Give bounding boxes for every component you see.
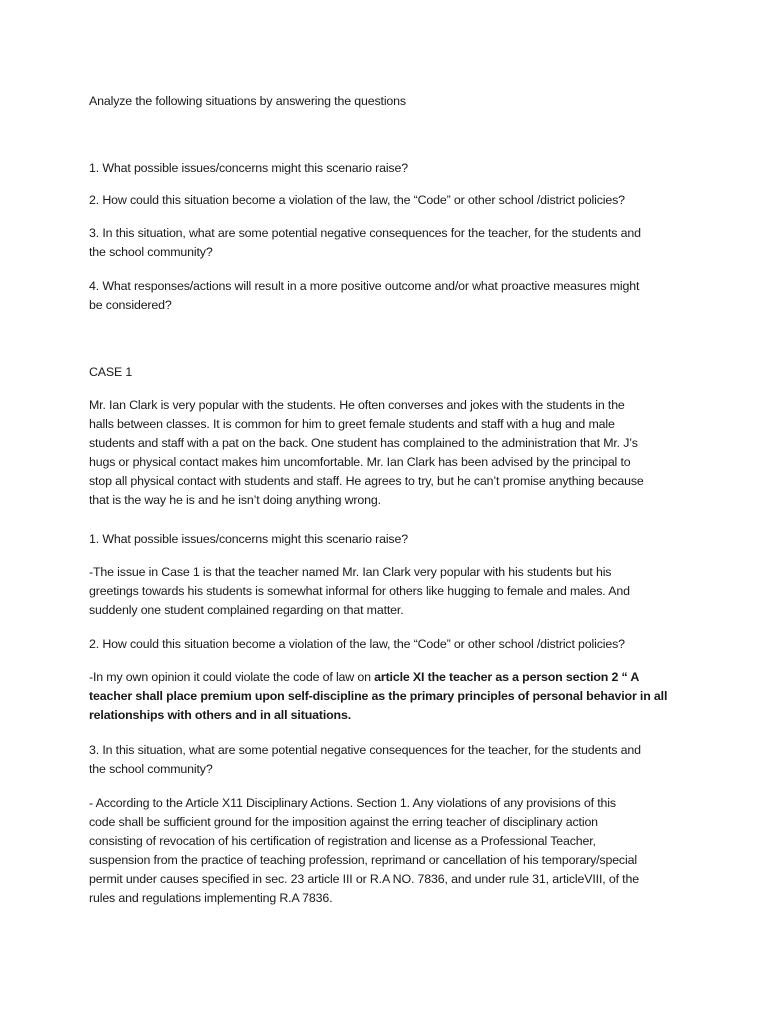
answer-3-line: code shall be sufficient ground for the imposition against the erring teacher of disciplinary action: [89, 815, 598, 829]
question-4-line-1: 4. What responses/actions will result in a more positive outcome and/or what proactive measures might: [89, 279, 640, 293]
document-page: [89, 0, 689, 1024]
answer-1: [89, 563, 685, 620]
answer-3-line: permit under causes specified in sec. 23 article III or R.A NO. 7836, and under rule 31, articleVIII, of the: [89, 872, 639, 886]
case-question-3-line-1: 3. In this situation, what are some potential negative consequences for the teacher, for the students and: [89, 743, 641, 757]
answer-3-line: suspension from the practice of teaching profession, reprimand or cancellation of his temporary/special: [89, 853, 637, 867]
case-line: halls between classes. It is common for him to greet female students and staff with a hug and male: [89, 417, 615, 431]
case-title: CASE 1: [89, 365, 133, 379]
answer-1-line: greetings towards his students is somewhat informal for others like hugging to female and males. And: [89, 584, 630, 598]
case-line: that is the way he is and he isn’t doing anything wrong.: [89, 493, 381, 507]
answer-1-line: suddenly one student complained regarding on that matter.: [89, 603, 404, 617]
answer-2-line-1: [89, 668, 685, 687]
answer-2-bold-3: relationships with others and in all situations.: [89, 708, 351, 722]
instruction-text: Analyze the following situations by answering the questions: [89, 94, 406, 108]
case-line: stop all physical contact with students and staff. He agrees to try, but he can’t promise anything because: [89, 474, 644, 488]
answer-2-bold-2: teacher shall place premium upon self-discipline as the primary principles of personal behavior in all: [89, 689, 668, 703]
question-1: 1. What possible issues/concerns might this scenario raise?: [89, 161, 408, 175]
case-question-3-line-2: the school community?: [89, 762, 213, 776]
case-line: students and staff with a pat on the back. One student has complained to the administration that Mr. J’s: [89, 436, 638, 450]
answer-3-line: rules and regulations implementing R.A 7836.: [89, 891, 333, 905]
case-description: [89, 396, 685, 510]
case-line: Mr. Ian Clark is very popular with the students. He often converses and jokes with the students in the: [89, 398, 625, 412]
question-3: [89, 224, 685, 262]
question-4-line-2: be considered?: [89, 298, 172, 312]
answer-3-line: consisting of revocation of his certification of registration and license as a Professional Teacher,: [89, 834, 596, 848]
answer-1-line: -The issue in Case 1 is that the teacher named Mr. Ian Clark very popular with his students but his: [89, 565, 612, 579]
answer-2-plain: -In my own opinion it could violate the code of law on: [89, 670, 375, 684]
case-question-1: 1. What possible issues/concerns might this scenario raise?: [89, 532, 408, 546]
question-3-line-1: 3. In this situation, what are some potential negative consequences for the teacher, for the students and: [89, 226, 641, 240]
case-question-3: [89, 741, 685, 779]
case-line: hugs or physical contact makes him uncomfortable. Mr. Ian Clark has been advised by the principal to: [89, 455, 631, 469]
question-4: [89, 277, 685, 315]
question-3-line-2: the school community?: [89, 245, 213, 259]
answer-2: [89, 668, 685, 725]
case-question-2: 2. How could this situation become a violation of the law, the “Code” or other school /district policies?: [89, 637, 625, 651]
answer-2-bold-1: article XI the teacher as a person section 2 “ A: [374, 670, 640, 684]
answer-3-line: - According to the Article X11 Disciplinary Actions. Section 1. Any violations of any provisions of this: [89, 796, 616, 810]
answer-3: [89, 794, 685, 908]
question-2: 2. How could this situation become a violation of the law, the “Code” or other school /district policies?: [89, 193, 625, 207]
